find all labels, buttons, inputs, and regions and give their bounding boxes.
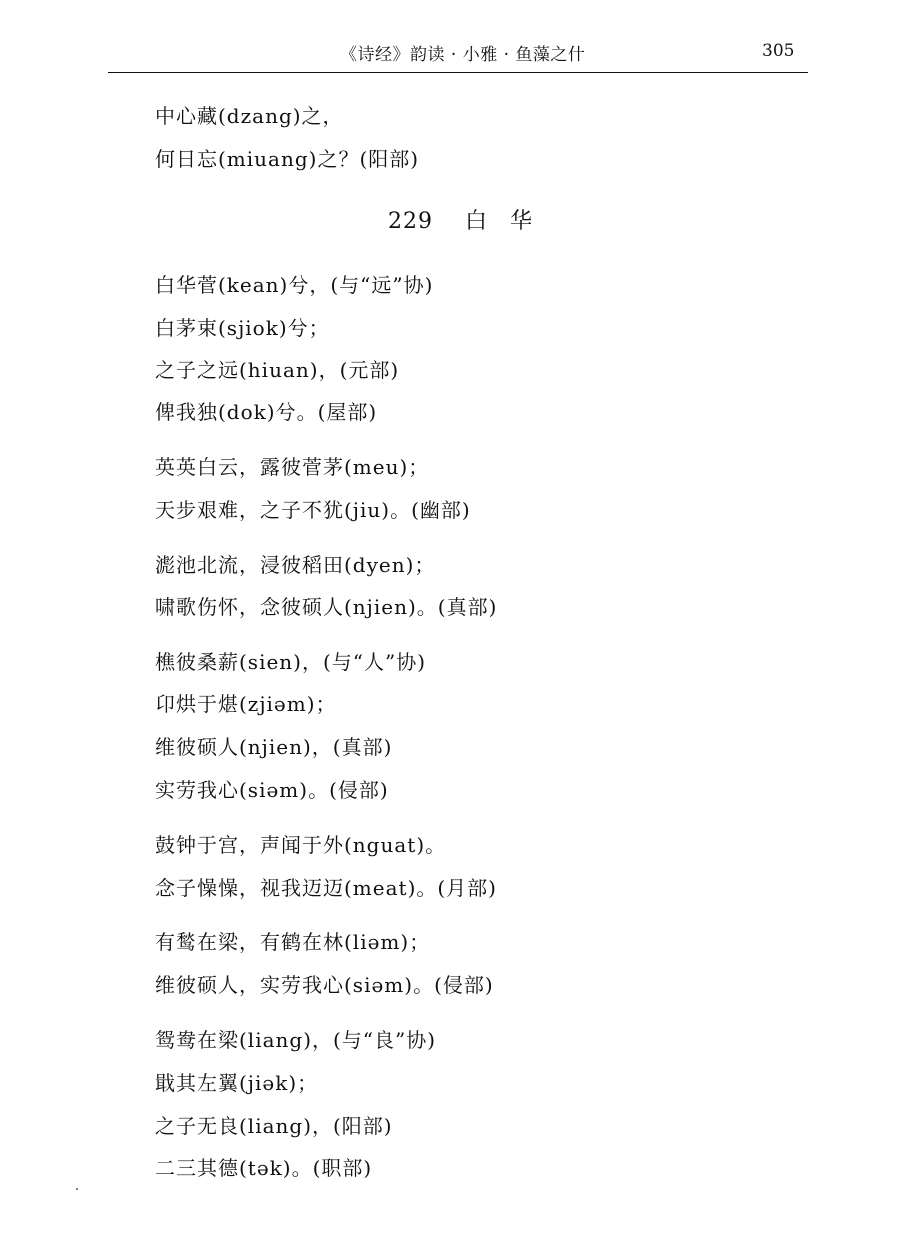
section-title [388, 204, 533, 235]
section-number: 229 [388, 209, 433, 234]
poem-line: 卬烘于煁(zjiəm)； [155, 692, 337, 716]
poem-line: 戢其左翼(jiək)； [155, 1071, 319, 1095]
poem-line: 之子之远(hiuan)，(元部) [155, 358, 400, 382]
poem-line: 俾我独(dok)兮。(屋部) [155, 400, 378, 424]
continuation-line: 中心藏(dzang)之， [155, 104, 344, 128]
poem-line: 天步艰难，之子不犹(jiu)。(幽部) [155, 498, 471, 522]
poem-line: 滮池北流，浸彼稻田(dyen)； [155, 553, 436, 577]
poem-line: 鼓钟于宫，声闻于外(nguat)。 [155, 833, 447, 857]
poem-line: 英英白云，露彼菅茅(meu)； [155, 455, 430, 479]
section-title-char: 华 [510, 209, 534, 234]
poem-line: 白茅束(sjiok)兮； [155, 316, 330, 340]
poem-line: 之子无良(liang)，(阳部) [155, 1114, 393, 1138]
continuation-line: 何日忘(miuang)之？(阳部) [155, 147, 420, 171]
running-head: 《诗经》韵读 · 小雅 · 鱼藻之什 [340, 45, 586, 65]
poem-line: 有鹙在梁，有鹤在林(liəm)； [155, 930, 431, 954]
poem-line: 白华菅(kean)兮，(与“远”协) [155, 273, 434, 297]
poem-line: 鸳鸯在梁(liang)，(与“良”协) [155, 1028, 437, 1052]
poem-line: 念子懆懆，视我迈迈(meat)。(月部) [155, 876, 497, 900]
poem-line: 樵彼桑薪(sien)，(与“人”协) [155, 650, 427, 674]
section-title-char: 白 [465, 209, 489, 234]
poem-line: 二三其德(tək)。(职部) [155, 1156, 373, 1180]
header-rule [108, 72, 808, 73]
page-header [0, 0, 900, 80]
poem-line: 实劳我心(siəm)。(侵部) [155, 778, 389, 802]
poem-line: 维彼硕人，实劳我心(siəm)。(侵部) [155, 973, 494, 997]
poem-line: 维彼硕人(njien)，(真部) [155, 735, 393, 759]
poem-line: 啸歌伤怀，念彼硕人(njien)。(真部) [155, 595, 498, 619]
scan-speck [76, 1188, 78, 1190]
page-number: 305 [762, 41, 795, 61]
